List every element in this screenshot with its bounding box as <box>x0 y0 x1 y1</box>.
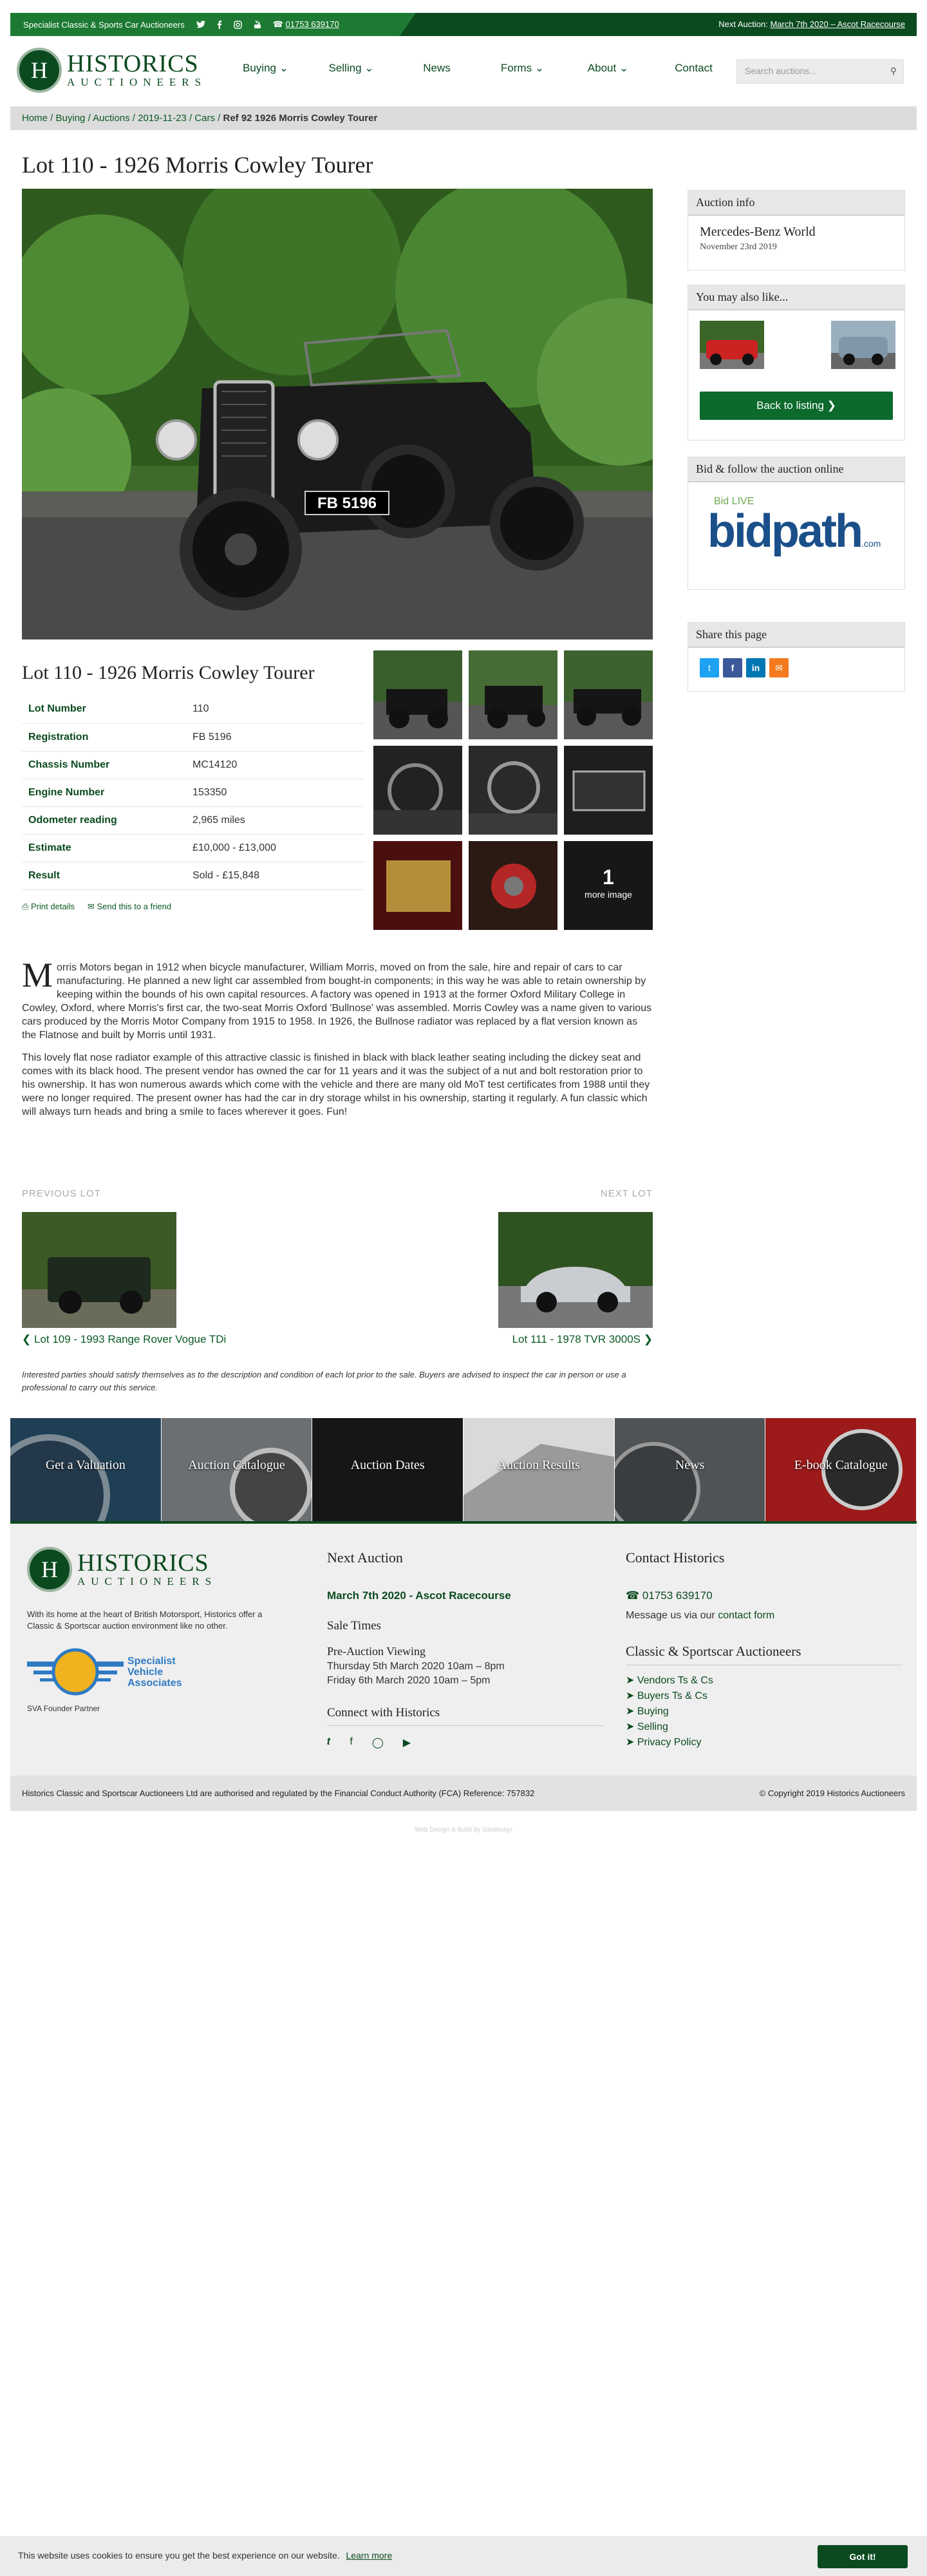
footer-link-buying[interactable]: ➤ Buying <box>626 1706 669 1717</box>
breadcrumb-home[interactable]: Home <box>22 113 48 124</box>
table-row <box>22 723 364 751</box>
breadcrumb-buying[interactable]: Buying <box>55 113 86 124</box>
thumbnail-4[interactable] <box>373 746 462 835</box>
footer-twitter-icon[interactable]: 𝒕 <box>327 1736 331 1747</box>
previous-lot-heading: PREVIOUS LOT <box>22 1188 101 1199</box>
site-header <box>10 36 917 107</box>
chevron-down-icon: ⌄ <box>279 62 288 74</box>
more-images-count: 1 <box>603 866 614 889</box>
nav-contact[interactable]: Contact <box>675 62 713 74</box>
next-auction-label: Next Auction: <box>718 19 768 29</box>
footer-csa-heading: Classic & Sportscar Auctioneers <box>626 1643 903 1665</box>
bidpath-logo[interactable] <box>707 496 888 573</box>
logo-badge: H <box>17 48 62 93</box>
back-to-listing-button[interactable]: Back to listing ❯ <box>700 392 893 420</box>
facebook-icon[interactable] <box>217 21 222 29</box>
more-images-button[interactable] <box>564 841 653 930</box>
footer-link-buyers[interactable]: ➤ Buyers Ts & Cs <box>626 1690 707 1701</box>
tile-valuation[interactable]: Get a Valuation <box>10 1418 162 1521</box>
feature-tiles <box>10 1418 917 1521</box>
tile-results[interactable]: Auction Results <box>464 1418 615 1521</box>
send-friend-link[interactable]: ✉ Send this to a friend <box>87 902 172 911</box>
lot-description <box>22 956 653 1128</box>
logo-line1: HISTORICS <box>67 50 199 77</box>
chevron-circle-icon: ➤ <box>626 1721 635 1732</box>
copyright: © Copyright 2019 Historics Auctioneers <box>759 1788 905 1798</box>
bidpath-tld: .com <box>861 538 881 549</box>
bidpath-small: Bid LIVE <box>714 496 754 507</box>
tile-catalogue[interactable]: Auction Catalogue <box>162 1418 313 1521</box>
footer-facebook-icon[interactable]: f <box>350 1736 353 1747</box>
tagline: Specialist Classic & Sports Car Auctioneers <box>23 19 185 30</box>
next-lot-heading: NEXT LOT <box>600 1188 653 1199</box>
auction-info-box <box>688 190 905 270</box>
nav-selling[interactable]: Selling ⌄ <box>328 62 374 74</box>
spec-value: FB 5196 <box>186 723 364 751</box>
footer-sale-heading: Sale Times <box>327 1619 381 1633</box>
main-nav <box>223 62 736 75</box>
footer-instagram-icon[interactable]: ◯ <box>371 1738 384 1748</box>
footer-youtube-icon[interactable]: ▶ <box>402 1738 411 1748</box>
lot-spec-table <box>22 696 364 890</box>
next-auction-link[interactable]: March 7th 2020 – Ascot Racecourse <box>770 19 905 29</box>
cookie-text: This website uses cookies to ensure you get the best experience on our website. <box>18 2550 340 2561</box>
bid-online-box <box>688 457 905 590</box>
chevron-circle-icon: ➤ <box>626 1737 635 1748</box>
auction-date: November 23rd 2019 <box>700 242 777 252</box>
spec-label: Registration <box>22 723 186 751</box>
spec-label: Odometer reading <box>22 806 186 834</box>
thumbnail-1[interactable] <box>373 650 462 739</box>
cookie-accept-button[interactable]: Got it! <box>818 2545 908 2568</box>
legal-bar <box>10 1776 917 1811</box>
sva-caption: SVA Founder Partner <box>27 1704 100 1713</box>
site-credit[interactable]: Web Design & Build by Sitedesign <box>415 1826 512 1833</box>
drop-cap: M <box>22 956 53 994</box>
table-row <box>22 779 364 806</box>
auction-venue[interactable]: Mercedes-Benz World <box>700 225 816 239</box>
legal-text: Historics Classic and Sportscar Auctioneers Ltd are authorised and regulated by the Financial Conduct Authority (FCA) Reference: 757832 <box>22 1788 535 1798</box>
auction-info-heading: Auction info <box>688 191 904 216</box>
breadcrumb-date[interactable]: 2019-11-23 <box>138 113 187 124</box>
cookie-banner <box>0 2536 927 2576</box>
share-heading: Share this page <box>688 623 904 648</box>
search-icon[interactable]: ⚲ <box>890 66 897 76</box>
print-icon: ⎙ <box>22 902 29 911</box>
suggested-lot-1[interactable] <box>700 321 764 369</box>
chevron-down-icon: ⌄ <box>619 62 629 74</box>
top-bar <box>10 13 917 36</box>
table-row <box>22 806 364 834</box>
thumbnail-2[interactable] <box>469 650 557 739</box>
spec-value: £10,000 - £13,000 <box>186 834 364 862</box>
top-phone[interactable]: 01753 639170 <box>285 19 339 29</box>
thumbnail-7[interactable] <box>373 841 462 930</box>
chevron-right-icon: ❯ <box>643 1333 653 1345</box>
spec-value: 110 <box>186 696 364 723</box>
thumbnail-6[interactable] <box>564 746 653 835</box>
footer-connect-heading: Connect with Historics <box>327 1706 604 1726</box>
search-input[interactable]: Search auctions... ⚲ <box>736 59 904 84</box>
lot-actions <box>22 902 171 912</box>
thumbnail-gallery <box>373 650 653 930</box>
spec-label: Chassis Number <box>22 751 186 779</box>
logo-line2: AUCTIONEERS <box>67 76 207 88</box>
more-images-label: more image <box>585 889 632 900</box>
print-details-link[interactable]: ⎙ Print details <box>22 902 75 911</box>
chevron-circle-icon: ➤ <box>626 1690 635 1701</box>
footer-logo[interactable] <box>27 1547 272 1592</box>
chevron-down-icon: ⌄ <box>364 62 374 74</box>
chevron-down-icon: ⌄ <box>534 62 545 74</box>
share-linkedin-icon[interactable]: in <box>746 658 765 677</box>
footer-link-vendors[interactable]: ➤ Vendors Ts & Cs <box>626 1675 713 1686</box>
footer-phone[interactable]: 01753 639170 <box>642 1589 713 1602</box>
site-footer <box>10 1521 917 1776</box>
cookie-learn-more[interactable]: Learn more <box>346 2550 393 2561</box>
also-like-heading: You may also like... <box>688 285 904 310</box>
nav-forms[interactable]: Forms ⌄ <box>500 62 545 74</box>
bidpath-brand: bidpath <box>707 506 861 557</box>
footer-preview-1: Thursday 5th March 2020 10am – 8pm <box>327 1661 505 1672</box>
tile-dates[interactable]: Auction Dates <box>312 1418 464 1521</box>
next-lot-image[interactable] <box>498 1212 653 1328</box>
tile-ebook[interactable]: E-book Catalogue <box>765 1418 917 1521</box>
spec-value: 153350 <box>186 779 364 806</box>
next-lot-link[interactable]: Lot 111 - 1978 TVR 3000S ❯ <box>512 1333 653 1345</box>
previous-lot-link[interactable]: ❮ Lot 109 - 1993 Range Rover Vogue TDi <box>22 1333 227 1345</box>
footer-preview-2: Friday 6th March 2020 10am – 5pm <box>327 1675 491 1686</box>
instagram-icon[interactable] <box>234 21 242 29</box>
spec-label: Engine Number <box>22 779 186 806</box>
envelope-icon: ✉ <box>87 902 95 911</box>
sva-title-2: Vehicle <box>127 1666 164 1678</box>
footer-logo-badge: H <box>27 1547 72 1592</box>
site-logo[interactable] <box>17 48 207 93</box>
table-row <box>22 751 364 779</box>
footer-next-heading: Next Auction <box>327 1549 403 1566</box>
also-like-box <box>688 285 905 440</box>
nav-about[interactable]: About ⌄ <box>587 62 629 74</box>
thumbnail-3[interactable] <box>564 650 653 739</box>
twitter-icon[interactable] <box>196 21 205 28</box>
page-title: Lot 110 - 1926 Morris Cowley Tourer <box>22 152 373 178</box>
phone-icon: ☎ <box>272 19 283 29</box>
footer-contact-heading: Contact Historics <box>626 1549 725 1566</box>
footer-logo-line2: AUCTIONEERS <box>77 1575 218 1587</box>
footer-about: With its home at the heart of British Motorsport, Historics offer a Classic & Sportscar auction environment like no other. <box>27 1609 263 1631</box>
share-facebook-icon[interactable]: f <box>723 658 742 677</box>
thumbnail-8[interactable] <box>469 841 557 930</box>
footer-link-privacy[interactable]: ➤ Privacy Policy <box>626 1737 702 1748</box>
table-row <box>22 696 364 723</box>
share-twitter-icon[interactable]: t <box>700 658 719 677</box>
sva-title-3: Associates <box>127 1677 182 1689</box>
contact-form-link[interactable]: contact form <box>718 1610 775 1621</box>
main-car-image[interactable] <box>22 189 653 639</box>
spec-label: Estimate <box>22 834 186 862</box>
spec-value: 2,965 miles <box>186 806 364 834</box>
spec-label: Result <box>22 862 186 889</box>
nav-news[interactable]: News <box>423 62 451 74</box>
share-box <box>688 622 905 692</box>
share-email-icon[interactable]: ✉ <box>769 658 789 677</box>
suggested-lot-2[interactable] <box>831 321 895 369</box>
previous-lot-image[interactable] <box>22 1212 176 1328</box>
number-plate: FB 5196 <box>317 495 377 512</box>
lot-title: Lot 110 - 1926 Morris Cowley Tourer <box>22 662 315 683</box>
spec-value: MC14120 <box>186 751 364 779</box>
description-paragraph-2: This lovely flat nose radiator example of this attractive classic is finished in black with black leather seating including the dickey seat and comes with its black hood. The present vendor has owned the car for 11 years and it was the subject of a nut and bolt restoration prior to his ownership. It has won numerous awards which come with the vehicle and there are many old MoT test certificates from 1988 until they were no longer required. The present owner has had the car in dry storage whilst in his ownership, starting it regularly. A fun classic which will always turn heads and bring a smile to faces wherever it goes. Fun! <box>22 1052 650 1117</box>
sva-logo[interactable] <box>27 1646 272 1698</box>
tile-news[interactable]: News <box>615 1418 766 1521</box>
sva-title-1: Specialist <box>127 1655 176 1667</box>
footer-link-selling[interactable]: ➤ Selling <box>626 1721 668 1732</box>
nav-buying[interactable]: Buying ⌄ <box>243 62 288 74</box>
footer-preview-heading: Pre-Auction Viewing <box>327 1645 426 1658</box>
chevron-right-icon: ❯ <box>827 399 836 412</box>
chevron-left-icon: ❮ <box>22 1333 32 1345</box>
footer-next-auction[interactable]: March 7th 2020 - Ascot Racecourse <box>327 1589 511 1602</box>
breadcrumb-auctions[interactable]: Auctions <box>93 113 130 124</box>
thumbnail-5[interactable] <box>469 746 557 835</box>
spec-label: Lot Number <box>22 696 186 723</box>
breadcrumb-current: Ref 92 1926 Morris Cowley Tourer <box>223 113 378 124</box>
footer-message-text: Message us via our <box>626 1610 715 1621</box>
footer-logo-line1: HISTORICS <box>77 1549 209 1577</box>
breadcrumb: Home / Buying / Auctions / 2019-11-23 / Cars / Ref 92 1926 Morris Cowley Tourer <box>10 107 917 130</box>
disclaimer: Interested parties should satisfy themselves as to the description and condition of each lot prior to the sale. Buyers are advised to inspect the car in person or use a professional to carry out this service. <box>22 1370 626 1392</box>
description-paragraph-1: orris Motors began in 1912 when bicycle manufacturer, William Morris, moved on from the sale, hire and repair of cars to car manufacturing. He planned a new light car assembled from bought-in components; in this way he was able to retain ownership by keeping within the bounds of his own capital resources. A factory was opened in 1913 at the former Oxford Military College in Cowley, Oxford, where Morris's first car, the two-seat Morris Oxford 'Bullnose' was assembled. Morris Cowley was a name given to various cars produced by the Morris Motor Company from 1915 to 1958. In 1926, the Bullnose radiator was replaced by a flat version known as the Flatnose and built by Morris until 1931. <box>22 962 652 1041</box>
youtube-icon[interactable] <box>254 21 261 29</box>
chevron-circle-icon: ➤ <box>626 1675 635 1686</box>
table-row <box>22 834 364 862</box>
spec-value: Sold - £15,848 <box>186 862 364 889</box>
breadcrumb-cars[interactable]: Cars <box>194 113 215 124</box>
phone-icon: ☎ <box>626 1589 640 1602</box>
bid-heading: Bid & follow the auction online <box>688 457 904 482</box>
chevron-circle-icon: ➤ <box>626 1706 635 1717</box>
table-row <box>22 862 364 889</box>
